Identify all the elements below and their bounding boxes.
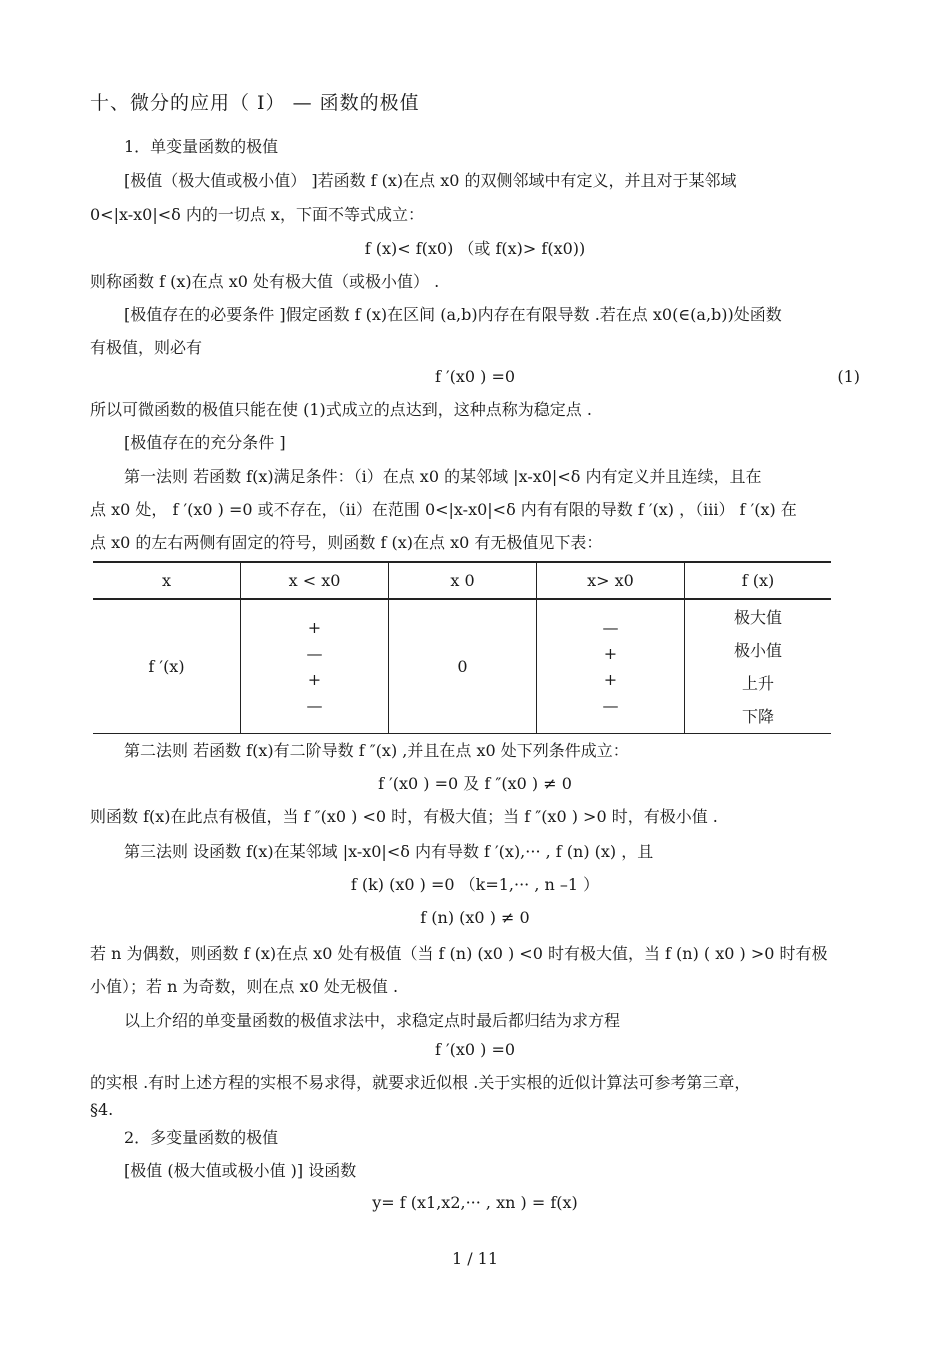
table-row [93, 599, 831, 734]
page-number: 1 / 11 [451, 1249, 499, 1268]
paragraph-line: 有极值，则必有 [90, 338, 203, 357]
paragraph-line: 小值）；若 n 为奇数，则在点 x0 处无极值 . [90, 977, 399, 996]
section-title: 十、微分的应用（ I） — 函数的极值 [90, 92, 420, 114]
paragraph-line: 若 n 为偶数，则函数 f (x)在点 x0 处有极值（当 f (n) (x0 ) <0 时有极大值，当 f (n) ( x0 ) >0 时有极 [90, 944, 828, 963]
paragraph-line: 第二法则 若函数 f(x)有二阶导数 f ″(x) ,并且在点 x0 处下列条件成立： [124, 741, 629, 760]
sign: — [602, 617, 619, 637]
paragraph-line: 第三法则 设函数 f(x)在某邻域 |x-x0|<δ 内有导数 f ′(x),··· , f (n) (x) ，且 [124, 842, 654, 861]
equation: y= f (x1,x2,··· , xn ) = f(x) [372, 1193, 578, 1212]
subsection-heading: 1．单变量函数的极值 [124, 137, 279, 156]
numbered-equation [90, 366, 860, 388]
result: 极大值 [733, 607, 782, 627]
equation: f (x)< f(x0) （或 f(x)> f(x0)) [364, 239, 586, 258]
equation: f ′(x0 ) =0 及 f ″(x0 ) ≠ 0 [378, 774, 572, 793]
sign: — [306, 695, 323, 715]
table-cell-right-signs [537, 599, 685, 734]
paragraph-line: 点 x0 的左右两侧有固定的符号，则函数 f (x)在点 x0 有无极值见下表： [90, 533, 603, 552]
sign: + [307, 617, 322, 637]
table-cell-left-signs [241, 599, 389, 734]
equation: f ′(x0 ) =0 [434, 1040, 516, 1059]
sign: + [603, 669, 618, 689]
paragraph-line: [极值存在的充分条件 ] [124, 433, 286, 452]
extremum-table [93, 561, 831, 734]
paragraph-line: [极值存在的必要条件 ]假定函数 f (x)在区间 (a,b)内存在有限导数 .若在点 x0(∈(a,b))处函数 [124, 305, 782, 324]
paragraph-line: 所以可微函数的极值只能在使 (1)式成立的点达到，这种点称为稳定点 . [90, 400, 592, 419]
paragraph-line: 点 x0 处， f ′(x0 ) =0 或不存在，（ii）在范围 0<|x-x0|<δ 内有有限的导数 f ′(x) ，（iii） f ′(x) 在 [90, 500, 797, 519]
result: 下降 [741, 706, 774, 726]
table-cell-results [685, 599, 832, 734]
sign: + [307, 669, 322, 689]
table-header-cell: x 0 [389, 562, 537, 599]
equation: f ′(x0 ) =0 [434, 367, 516, 386]
sign: + [603, 643, 618, 663]
table-header-cell: f (x) [685, 562, 832, 599]
paragraph-line: 以上介绍的单变量函数的极值求法中，求稳定点时最后都归结为求方程 [124, 1011, 621, 1030]
table-cell-label: f ′(x) [93, 599, 241, 734]
paragraph-line: 0<|x-x0|<δ 内的一切点 x，下面不等式成立： [90, 205, 424, 224]
subsection-heading: 2．多变量函数的极值 [124, 1128, 279, 1147]
equation: f (n) (x0 ) ≠ 0 [420, 908, 530, 927]
sign: — [602, 695, 619, 715]
table-header-cell: x [93, 562, 241, 599]
paragraph-line: [极值（极大值或极小值） ]若函数 f (x)在点 x0 的双侧邻域中有定义，并且对于某邻域 [124, 171, 737, 190]
paragraph-line: §4. [90, 1100, 114, 1119]
paragraph-line: 则函数 f(x)在此点有极值，当 f ″(x0 ) <0 时，有极大值；当 f ″(x0 ) >0 时，有极小值 . [90, 807, 718, 826]
table-cell-center: 0 [389, 599, 537, 734]
sign: — [306, 643, 323, 663]
equation-number: (1) [837, 367, 860, 386]
paragraph-line: [极值 (极大值或极小值 )] 设函数 [124, 1161, 357, 1180]
paragraph-line: 则称函数 f (x)在点 x0 处有极大值（或极小值） . [90, 272, 440, 291]
table-header-row [93, 562, 831, 599]
table-header-cell: x> x0 [537, 562, 685, 599]
result: 极小值 [733, 640, 782, 660]
paragraph-line: 的实根 .有时上述方程的实根不易求得，就要求近似根 .关于实根的近似计算法可参考第三章， [90, 1073, 751, 1092]
equation: f (k) (x0 ) =0 （k=1,··· , n –1 ） [350, 875, 600, 894]
result: 上升 [741, 673, 774, 693]
paragraph-line: 第一法则 若函数 f(x)满足条件：（i）在点 x0 的某邻域 |x-x0|<δ 内有定义并且连续，且在 [124, 467, 762, 486]
table-header-cell: x < x0 [241, 562, 389, 599]
